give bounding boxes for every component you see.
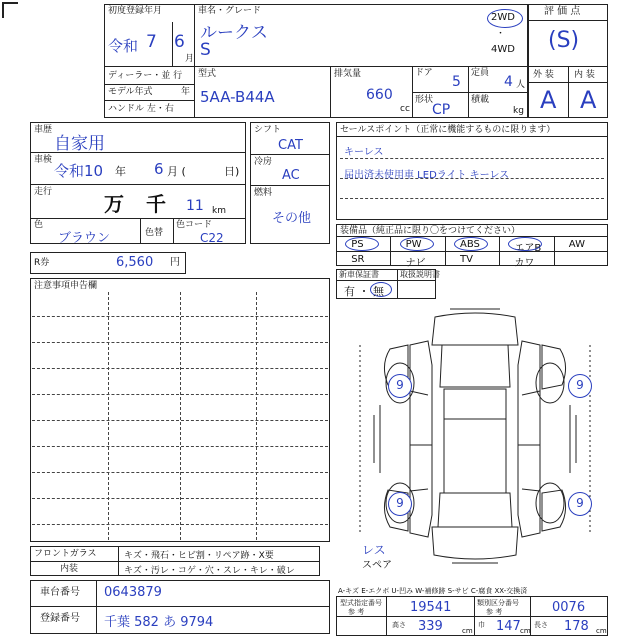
inspection-label: 車検 <box>34 155 53 165</box>
damage-mark-rear-left: 9 <box>388 492 412 516</box>
color-code-label: 色コード <box>176 220 213 230</box>
class-number-label: 類別区分番号 <box>477 599 519 607</box>
color-change-label: 色替 <box>145 228 164 238</box>
type-approval-label: 型式指定番号 <box>340 599 382 607</box>
shift-value: CAT <box>278 138 303 153</box>
handle-label: ハンドル 左・右 <box>108 104 174 114</box>
spec-ref-label-2: 参 考 <box>486 608 503 616</box>
front-glass-label: フロントガラス <box>34 549 97 559</box>
width-label: 巾 <box>478 621 485 629</box>
usage-label: 車歴 <box>34 125 53 135</box>
door-label: ドア <box>415 68 433 78</box>
spec-ref-label-1: 参 考 <box>348 608 365 616</box>
height-value: 339 <box>418 619 443 634</box>
interior-score: A <box>580 86 597 114</box>
manual-label: 取扱説明書 <box>400 270 440 279</box>
first-reg-label: 初度登録年月 <box>108 6 163 16</box>
damage-legend: A-キズ E-エクボ U-凹み W-補修跡 S-サビ C-腐食 XX-交換済 <box>338 587 528 595</box>
first-reg-year: 7 <box>146 32 157 52</box>
length-label: 長さ <box>534 621 548 629</box>
fuel-label: 燃料 <box>254 188 273 198</box>
equipment-item: TV <box>460 254 473 265</box>
damage-mark-front-right: 9 <box>568 374 592 398</box>
front-glass-text: キズ・飛石・ヒビ割・リペア跡・X要 <box>124 551 274 561</box>
first-reg-month: 6 <box>174 32 185 52</box>
height-unit: cm <box>462 627 473 635</box>
inspection-month: 6 <box>154 160 164 178</box>
form-corner-mark <box>2 2 18 18</box>
mileage-man: 万 <box>104 192 124 216</box>
notes-label: 注意事項申告欄 <box>34 281 98 291</box>
capacity-label: 定員 <box>471 68 490 78</box>
usage-value: 自家用 <box>54 134 105 154</box>
shift-label: シフト <box>254 125 282 135</box>
ac-label: 冷房 <box>254 157 273 167</box>
plate-value: 千葉 582 あ 9794 <box>104 615 214 630</box>
kg-unit: kg <box>513 106 524 116</box>
mileage-label: 走行 <box>34 187 53 197</box>
warranty-value: 有 ・ 無 <box>344 285 384 298</box>
mileage-sen: 千 <box>146 192 166 216</box>
inspection-day-unit: 日) <box>224 165 240 178</box>
remarks-interior-label: 内装 <box>60 564 79 574</box>
evaluation-label: 評 価 点 <box>544 6 581 17</box>
color-value: ブラウン <box>58 231 111 246</box>
recycle-amount: 6,560 <box>116 255 154 270</box>
drive-dot: ・ <box>496 29 506 39</box>
drive-4wd: 4WD <box>491 44 515 55</box>
color-label: 色 <box>34 220 44 230</box>
type-approval-value: 19541 <box>410 600 452 615</box>
evaluation-score: (S) <box>548 28 580 53</box>
shape-label: 形状 <box>415 95 434 105</box>
length-unit: cm <box>596 627 607 635</box>
month-unit: 月 <box>185 54 195 64</box>
color-code-value: C22 <box>200 231 224 245</box>
inspection-month-unit: 月 ( <box>167 165 186 178</box>
drive-2wd: 2WD <box>491 12 515 23</box>
width-value: 147 <box>496 619 521 634</box>
equipment-label: 装備品（純正品に限り〇をつけてください） <box>340 226 521 236</box>
displacement-value: 660 <box>366 87 393 103</box>
chassis-value: 0643879 <box>104 585 162 600</box>
equipment-item: AW <box>568 239 585 250</box>
car-name: ルークス <box>200 23 268 43</box>
door-value: 5 <box>452 74 461 90</box>
sales-points-line2: 届出済未使用車 LEDライト キーレス <box>344 170 510 181</box>
remarks-interior-text: キズ・汚レ・コゲ・穴・スレ・キレ・破レ <box>124 566 295 576</box>
model-year-label: モデル年式 <box>108 87 153 97</box>
equipment-item: カワ <box>514 258 535 269</box>
exterior-label: 外 装 <box>533 70 554 80</box>
interior-label: 内 装 <box>574 70 595 80</box>
load-label: 積載 <box>471 95 490 105</box>
equipment-item: PW <box>405 239 422 250</box>
displacement-label: 排気量 <box>334 69 362 79</box>
equipment-item: SR <box>351 254 365 265</box>
ac-value: AC <box>282 168 300 183</box>
equipment-circle <box>400 237 434 251</box>
damage-mark-front-left: 9 <box>388 374 412 398</box>
fuel-value: その他 <box>272 211 312 226</box>
chassis-label: 車台番号 <box>40 587 80 598</box>
exterior-score: A <box>540 86 557 114</box>
spare-label: スペア <box>362 560 392 571</box>
equipment-item: エアB <box>514 243 542 254</box>
car-name-label: 車名・グレード <box>198 6 262 16</box>
damage-mark-rear-right: 9 <box>568 492 592 516</box>
spare-text: レス <box>362 543 386 557</box>
person-unit: 人 <box>516 80 526 90</box>
recycle-unit: 円 <box>170 257 180 268</box>
car-damage-diagram <box>340 305 610 575</box>
dealer-label: ディーラー・並 行 <box>108 71 183 81</box>
cc-unit: cc <box>400 104 410 114</box>
model-year-unit: 年 <box>181 87 191 97</box>
model-label: 型式 <box>198 69 217 79</box>
equipment-circle <box>454 237 488 251</box>
sales-points-line1: キーレス <box>344 147 384 158</box>
class-number-value: 0076 <box>552 600 586 615</box>
recycle-box <box>30 252 186 274</box>
first-reg-era: 令和 <box>108 37 139 55</box>
equipment-item: ABS <box>460 239 480 250</box>
mileage-value: 11 <box>186 198 204 214</box>
plate-label: 登録番号 <box>40 613 80 624</box>
car-grade: S <box>200 40 211 60</box>
km-unit: km <box>212 206 226 216</box>
warranty-label: 新車保証書 <box>339 270 379 279</box>
width-unit: cm <box>520 627 531 635</box>
equipment-item: ナビ <box>405 258 426 269</box>
sales-points-label: セールスポイント（正常に機能するものに限ります） <box>340 125 556 135</box>
height-label: 高さ <box>392 621 406 629</box>
equipment-item: PS <box>351 239 364 250</box>
capacity-value: 4 <box>504 74 513 90</box>
equipment-circle <box>345 237 379 251</box>
length-value: 178 <box>564 619 589 634</box>
inspection-year-unit: 年 <box>115 165 126 178</box>
inspection-year: 令和10 <box>54 162 104 180</box>
shape-value: CP <box>432 102 451 118</box>
model-code: 5AA-B44A <box>200 88 275 106</box>
recycle-label: R券 <box>34 258 50 268</box>
